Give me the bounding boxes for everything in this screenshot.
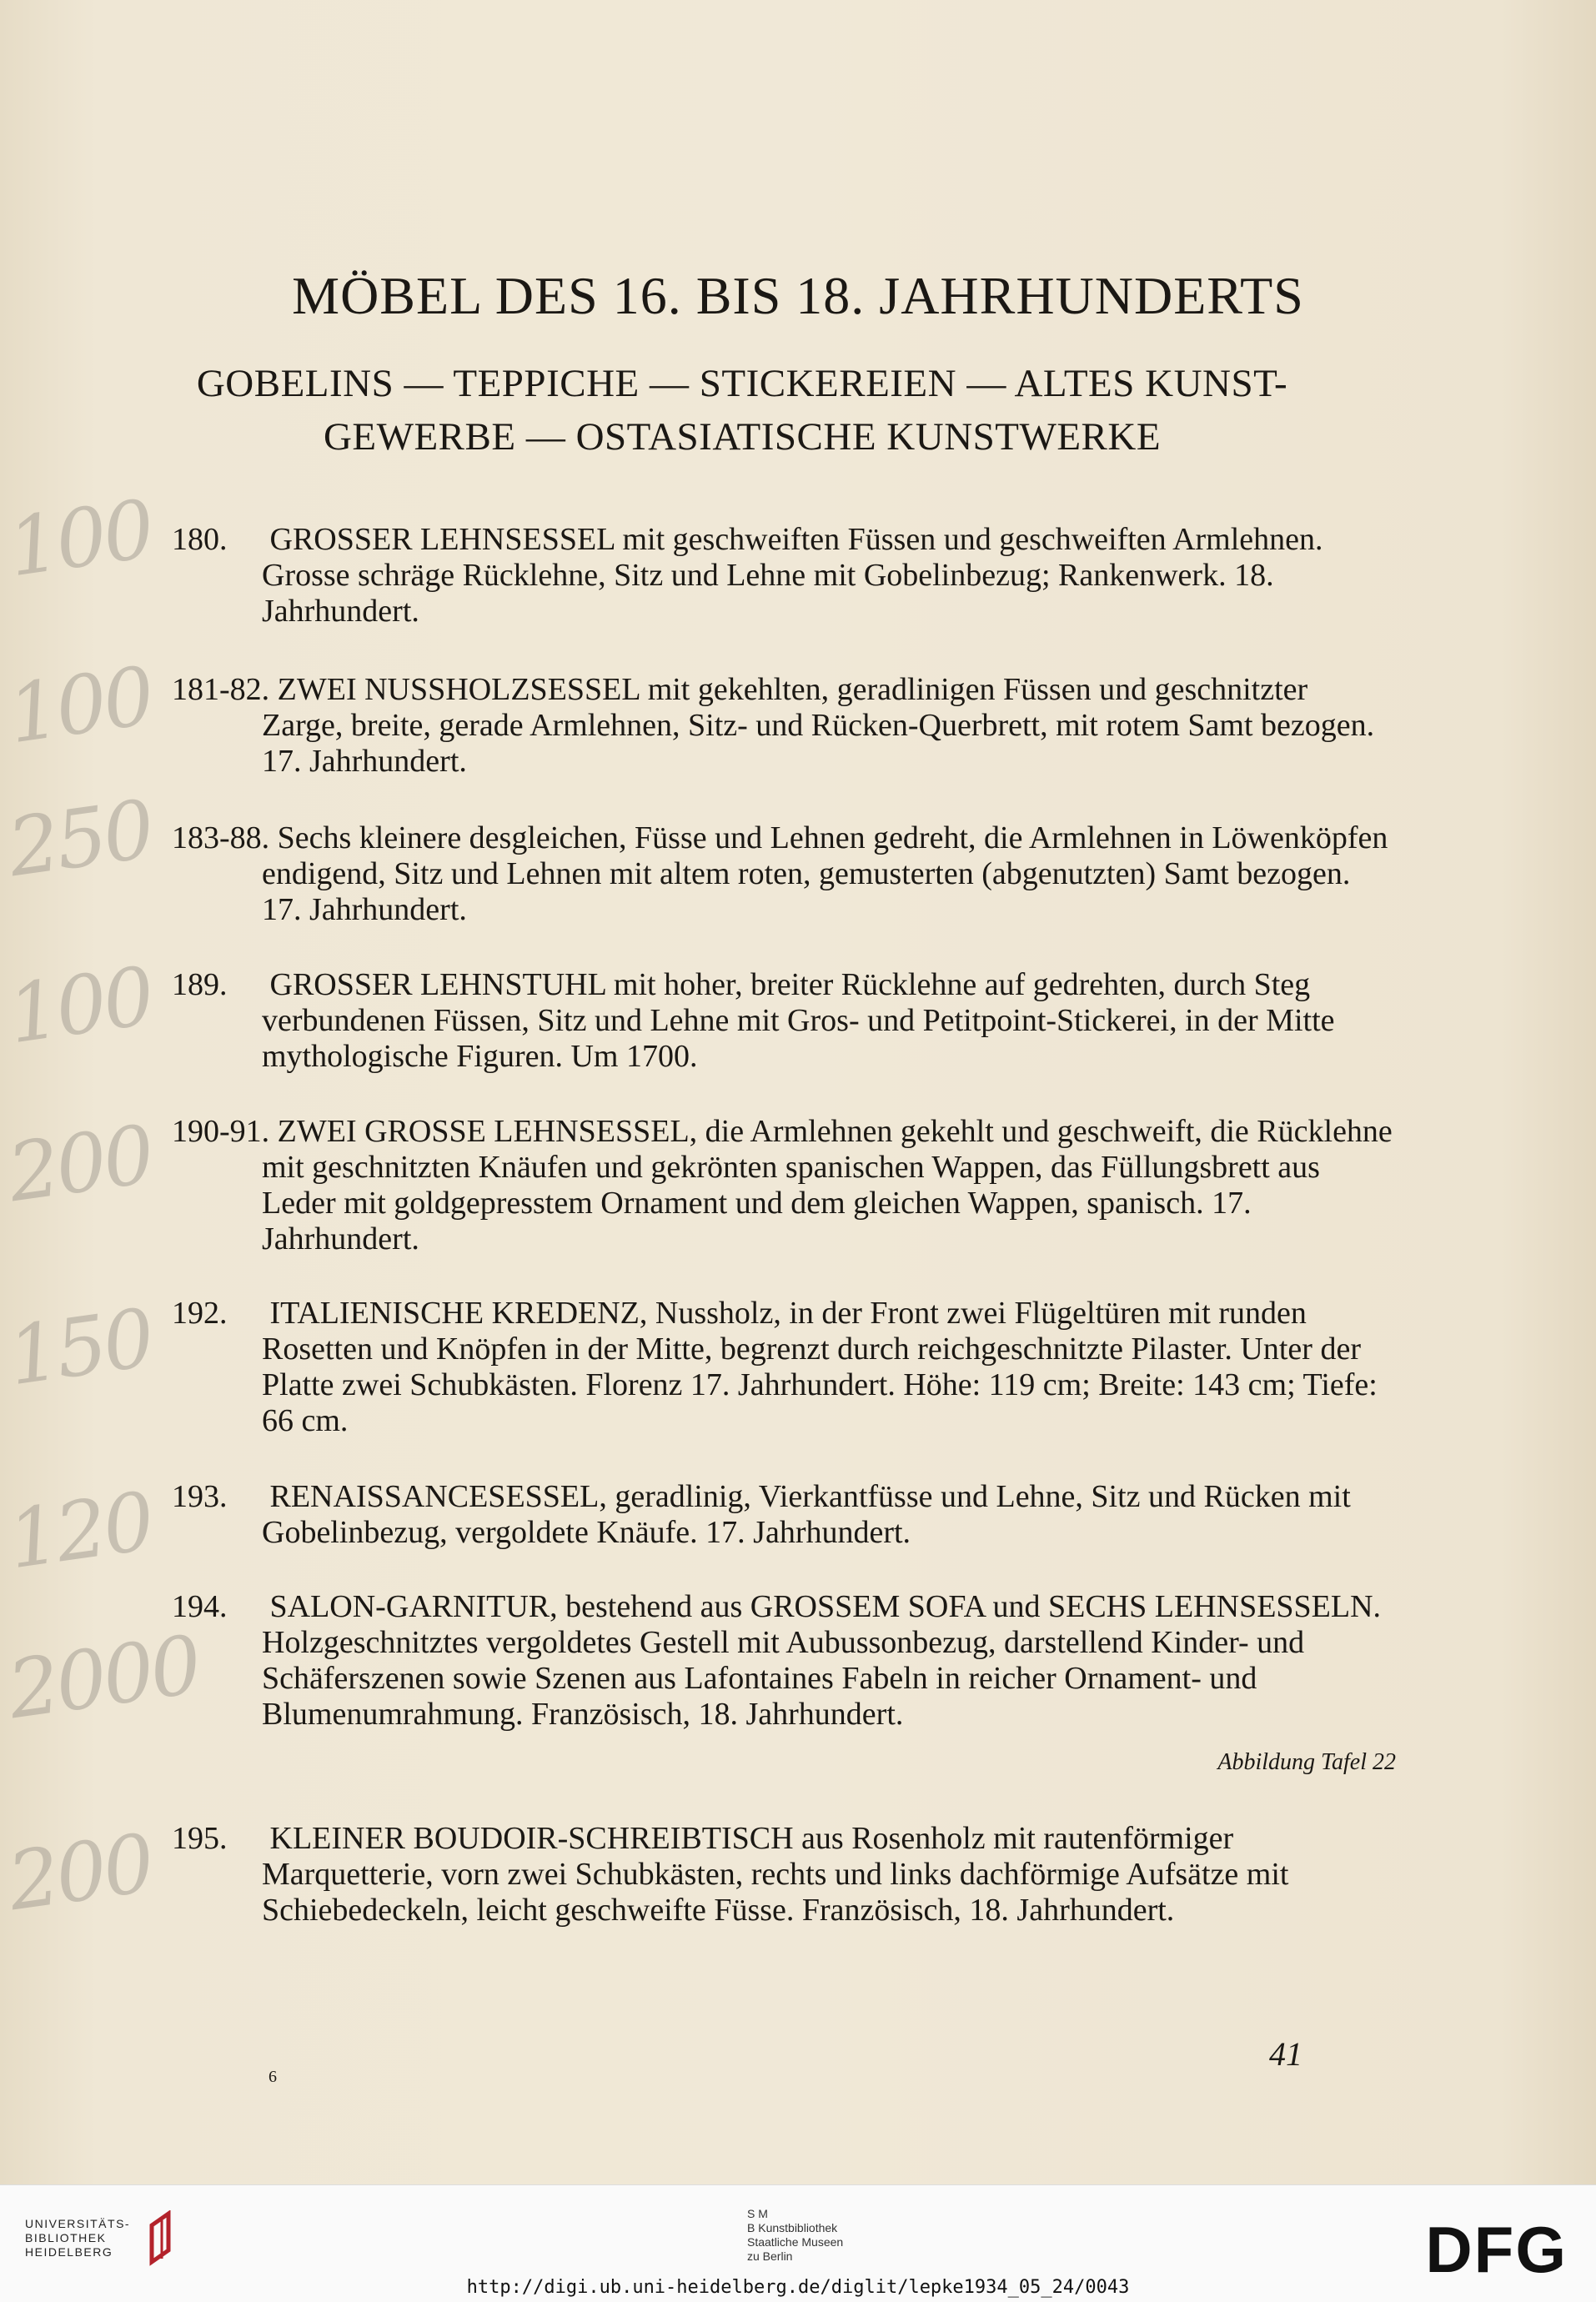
margin-note: 200 xyxy=(3,1816,158,1929)
permalink-url[interactable]: http://digi.ub.uni-heidelberg.de/diglit/lepke1934_05_24/0043 xyxy=(466,2277,1130,2298)
margin-note: 100 xyxy=(3,482,158,595)
margin-note: 100 xyxy=(3,649,158,762)
page-subtitle xyxy=(150,357,1334,464)
catalogue-entry xyxy=(172,1821,1396,1928)
margin-note: 200 xyxy=(3,1107,158,1221)
smb-line: S M xyxy=(747,2207,768,2220)
library-logo-icon[interactable] xyxy=(143,2210,182,2269)
smb-kunstbibliothek-logo xyxy=(747,2207,843,2264)
margin-note: 120 xyxy=(3,1474,158,1587)
entry-text: KLEINER BOUDOIR-SCHREIBTISCH aus Rosenholz mit rautenförmiger Marquetterie, vorn zwei Schubkästen, rechts und links dachförmige Aufsätze mit Schiebedeckeln, leicht geschweifte Füsse. Französisch, 18. Jahrhundert. xyxy=(262,1821,1289,1928)
entry-text: Sechs kleinere desgleichen, Füsse und Lehnen gedreht, die Armlehnen in Löwenköpfen endigend, Sitz und Lehnen mit altem roten, gemusterten (abgenutzten) Samt bezogen. 17. Jahrhundert. xyxy=(262,820,1388,927)
entry-text: ZWEI NUSSHOLZSESSEL mit gekehlten, geradlinigen Füssen und geschnitzter Zarge, breite, gerade Armlehnen, Sitz- und Rücken-Querbrett, mit rotem Samt bezogen. 17. Jahrhundert. xyxy=(262,672,1375,779)
page-title: MÖBEL DES 16. BIS 18. JAHRHUNDERTS xyxy=(292,266,1304,325)
library-name-line: HEIDELBERG xyxy=(25,2245,113,2259)
entry-text: GROSSER LEHNSTUHL mit hoher, breiter Rücklehne auf gedrehten, durch Steg verbundenen Füssen, Sitz und Lehne mit Gros- und Petitpoint-Stickerei, in der Mitte mythologische Figuren. Um 1700. xyxy=(262,967,1335,1074)
catalogue-entry xyxy=(172,1479,1396,1551)
entry-number: 194. xyxy=(172,1589,228,1624)
entry-text: ITALIENISCHE KREDENZ, Nussholz, in der Front zwei Flügeltüren mit runden Rosetten und Knöpfen in der Mitte, begrenzt durch reichgeschnitzte Pilaster. Unter der Platte zwei Schubkästen. Florenz 17. Jahrhundert. Höhe: 119 cm; Breite: 143 cm; Tiefe: 66 cm. xyxy=(262,1296,1378,1438)
entry-number: 195. xyxy=(172,1821,228,1856)
catalogue-entry xyxy=(172,820,1396,928)
margin-note: 250 xyxy=(3,782,158,895)
subtitle-line-2: GEWERBE — OSTASIATISCHE KUNSTWERKE xyxy=(323,415,1162,459)
printer-signature-mark: 6 xyxy=(269,2068,277,2086)
catalogue-entry xyxy=(172,967,1396,1075)
illustration-reference: Abbildung Tafel 22 xyxy=(1217,1749,1396,1775)
catalogue-entry xyxy=(172,1589,1396,1780)
smb-line: zu Berlin xyxy=(747,2249,793,2263)
digitization-footer xyxy=(0,2184,1596,2302)
entry-text: GROSSER LEHNSESSEL mit geschweiften Füssen und geschweiften Armlehnen. Grosse schräge Rücklehne, Sitz und Lehne mit Gobelinbezug; Rankenwerk. 18. Jahrhundert. xyxy=(262,522,1323,629)
entry-number: 189. xyxy=(172,967,228,1002)
margin-note: 150 xyxy=(3,1291,158,1404)
dfg-logo[interactable]: DFG xyxy=(1425,2213,1568,2286)
catalogue-entry xyxy=(172,1296,1396,1439)
library-name-line: UNIVERSITÄTS- xyxy=(25,2217,131,2230)
subtitle-line-1: GOBELINS — TEPPICHE — STICKEREIEN — ALTES KUNST- xyxy=(196,362,1288,405)
catalogue-entry xyxy=(172,1114,1396,1257)
entry-number: 190-91. xyxy=(172,1114,270,1149)
entry-number: 192. xyxy=(172,1296,228,1331)
margin-note: 100 xyxy=(3,949,158,1062)
entry-number: 193. xyxy=(172,1479,228,1514)
smb-line: Staatliche Museen xyxy=(747,2235,844,2249)
margin-note: 2000 xyxy=(3,1617,204,1738)
page-number: 41 xyxy=(1269,2035,1302,2073)
entry-number: 181-82. xyxy=(172,672,270,707)
entry-text: ZWEI GROSSE LEHNSESSEL, die Armlehnen gekehlt und geschweift, die Rücklehne mit geschnitzten Knäufen und gekrönten spanischen Wappen, das Füllungsbrett aus Leder mit goldgepresstem Ornament und dem gleichen Wappen, spanisch. 17. Jahrhundert. xyxy=(262,1114,1393,1256)
entry-text: SALON-GARNITUR, bestehend aus GROSSEM SOFA und SECHS LEHNSESSELN. Holzgeschnitztes vergoldetes Gestell mit Aubussonbezug, darstellend Kinder- und Schäferszenen sowie Szenen aus Lafontaines Fabeln in reicher Ornament- und Blumenumrahmung. Französisch, 18. Jahrhundert. xyxy=(262,1589,1382,1732)
catalogue-entry xyxy=(172,672,1396,780)
library-name-line: BIBLIOTHEK xyxy=(25,2231,107,2244)
entry-number: 183-88. xyxy=(172,820,270,855)
entry-text: RENAISSANCESESSEL, geradlinig, Vierkantfüsse und Lehne, Sitz und Rücken mit Gobelinbezug, vergoldete Knäufe. 17. Jahrhundert. xyxy=(262,1479,1351,1550)
library-name[interactable] xyxy=(25,2217,130,2259)
catalogue-entry xyxy=(172,522,1396,629)
entry-number: 180. xyxy=(172,522,228,557)
smb-line: B Kunstbibliothek xyxy=(747,2221,838,2234)
